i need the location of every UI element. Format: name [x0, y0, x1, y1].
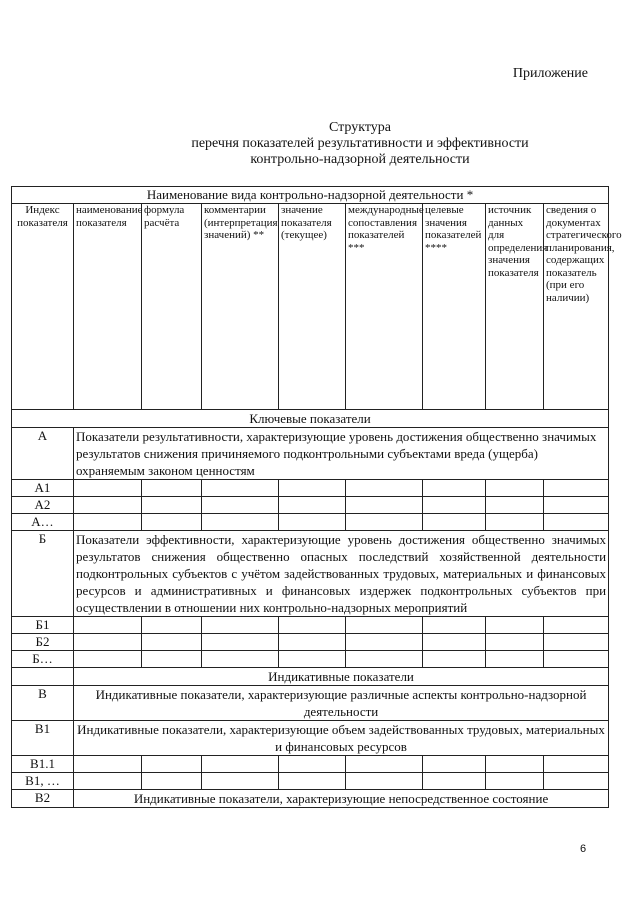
table-row [12, 634, 609, 651]
column-header: формула расчёта [142, 204, 202, 410]
indicators-table [11, 186, 622, 808]
document-title [150, 120, 570, 168]
section-indicative-indicators: Индикативные показатели [74, 668, 609, 686]
table-row [12, 651, 609, 668]
column-header: сведения о документах стратегического планирования, содержащих показатель (при его наличии) [544, 204, 609, 410]
appendix-label: Приложение [512, 66, 588, 81]
section-key-indicators: Ключевые показатели [12, 410, 609, 428]
column-header: значение показателя (текущее) [279, 204, 346, 410]
column-header: наименование показателя [74, 204, 142, 410]
column-header: источник данных для определения значения показателя [486, 204, 544, 410]
row-index: А2 [12, 497, 74, 514]
group-index: В1 [12, 721, 74, 756]
group-description: Индикативные показатели, характеризующие непосредственное состояние [74, 790, 609, 808]
column-header: международные сопоставления показателей *** [346, 204, 423, 410]
column-header: комментарии (интерпретация значений) ** [202, 204, 279, 410]
table-row [12, 514, 609, 531]
title-line-1: Структура [328, 120, 392, 135]
row-index: В1, … [12, 773, 74, 790]
group-index: В [12, 686, 74, 721]
table-row [12, 773, 609, 790]
column-header: Индекс показателя [12, 204, 74, 410]
row-index: В1.1 [12, 756, 74, 773]
row-index: Б… [12, 651, 74, 668]
group-description: Показатели эффективности, характеризующие уровень достижения общественно значимых результатов снижения общественно опасных последствий хозяйственной деятельности подконтрольных субъектов с учётом задействованных трудовых, материальных и финансовых ресурсов и административных и финансовых издержек подконтрольных субъектов при осуществлении в отношении них контрольно-надзорных мероприятий [74, 531, 609, 617]
group-index: А [12, 428, 74, 480]
page-number: 6 [580, 843, 587, 855]
row-index: Б2 [12, 634, 74, 651]
column-header: целевые значения показателей **** [423, 204, 486, 410]
group-description: Индикативные показатели, характеризующие объем задействованных трудовых, материальных и финансовых ресурсов [74, 721, 609, 756]
group-index: Б [12, 531, 74, 617]
table-row [12, 497, 609, 514]
title-line-3: контрольно-надзорной деятельности [250, 152, 470, 167]
column-headers [12, 204, 609, 410]
table-main-header: Наименование вида контрольно-надзорной деятельности * [12, 187, 609, 204]
group-index: В2 [12, 790, 74, 808]
row-index: А… [12, 514, 74, 531]
table-row [12, 756, 609, 773]
row-index: Б1 [12, 617, 74, 634]
row-index: А1 [12, 480, 74, 497]
title-line-2: перечня показателей результативности и эффективности [191, 136, 529, 151]
table-row [12, 617, 609, 634]
group-description: Показатели результативности, характеризующие уровень достижения общественно значимых результатов снижения причиняемого подконтрольными субъектами вреда (ущерба) охраняемым законом ценностям [74, 428, 609, 480]
group-description: Индикативные показатели, характеризующие различные аспекты контрольно-надзорной деятельности [74, 686, 609, 721]
table-row [12, 480, 609, 497]
